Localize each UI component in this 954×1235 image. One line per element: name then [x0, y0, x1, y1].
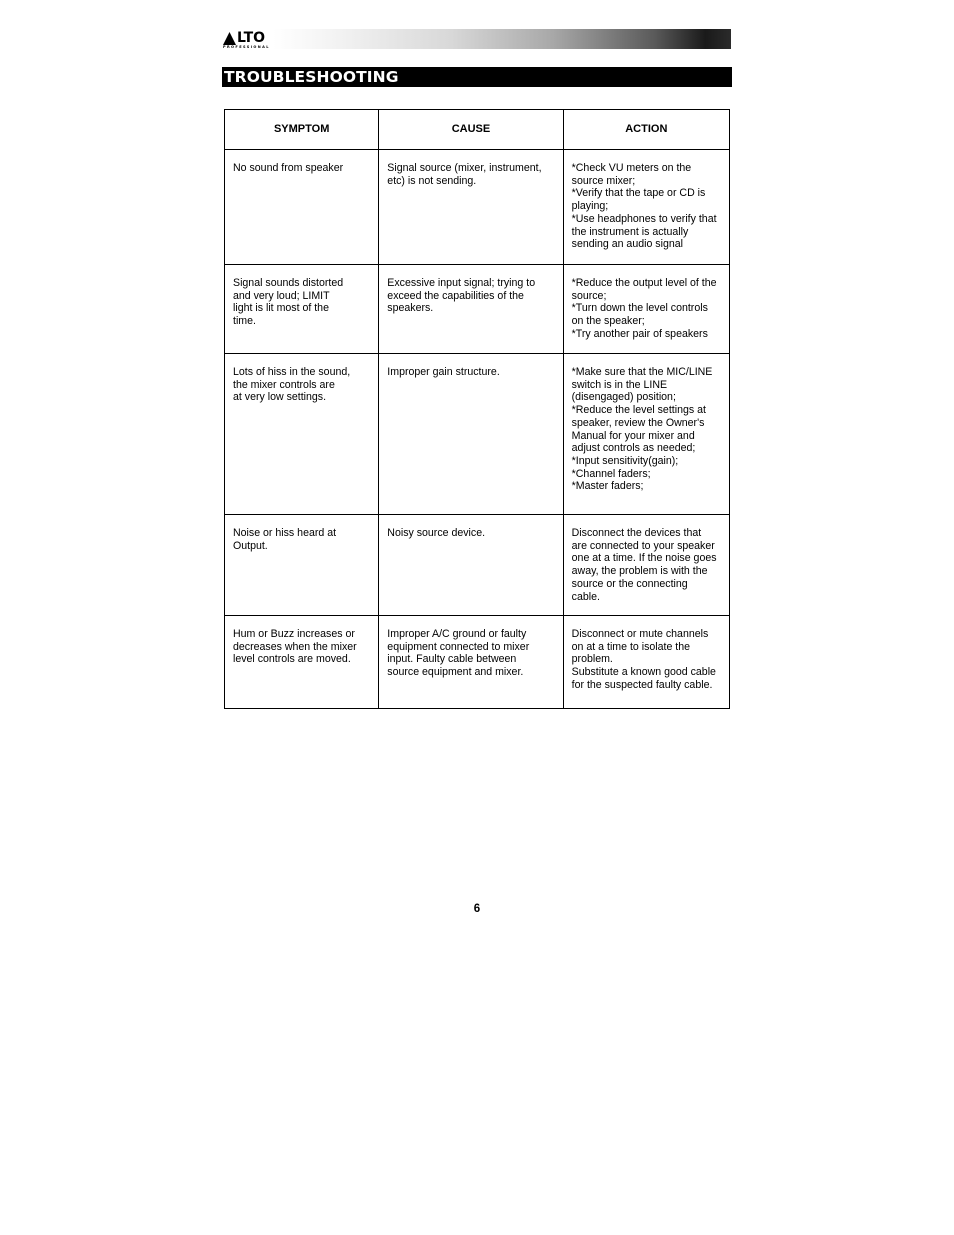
action-text-line: Disconnect the devices that [571, 527, 702, 539]
header-gradient-bar [222, 29, 731, 49]
symptom-text-line: Lots of hiss in the sound, [233, 366, 351, 378]
symptom-text-line: Signal sounds distorted [233, 277, 344, 289]
cell-action [563, 150, 729, 265]
symptom-text-line: and very loud; LIMIT [233, 289, 330, 302]
action-text-line: on at a time to isolate the [571, 640, 691, 653]
symptom-text-line: Noise or hiss heard at [233, 527, 337, 539]
logo-subtext: PROFESSIONAL [223, 45, 270, 49]
action-text-line: playing; [571, 200, 609, 213]
cell-symptom [225, 515, 379, 616]
page-number: 6 [473, 903, 481, 915]
section-title-bar [222, 67, 732, 87]
table-body [225, 150, 730, 709]
action-text-line: switch is in the LINE [571, 378, 668, 391]
action-text-line: cable. [571, 590, 600, 603]
cell-action [563, 515, 729, 616]
logo-text: LTO [237, 30, 266, 46]
action-text-line: sending an audio signal [571, 238, 683, 251]
action-text-line: *Make sure that the MIC/LINE [571, 366, 713, 378]
cell-cause [379, 515, 563, 616]
action-text-line: *Use headphones to verify that [571, 212, 717, 225]
symptom-text-line: light is lit most of the [233, 302, 329, 315]
action-text-line: Disconnect or mute channels [571, 628, 709, 640]
symptom-text-line: Output. [233, 539, 268, 552]
action-text-line: on the speaker; [571, 315, 645, 328]
cause-text-line: Signal source (mixer, instrument, [387, 162, 542, 174]
cell-action [563, 265, 729, 354]
action-text-line: *Try another pair of speakers [571, 327, 708, 340]
table-row [225, 150, 730, 265]
action-text-line: problem. [571, 653, 613, 666]
action-text-line: the instrument is actually [571, 225, 689, 238]
action-text-line: *Reduce the level settings at [571, 404, 706, 417]
cause-text-line: Improper gain structure. [387, 366, 500, 378]
logo-a-triangle-icon [223, 32, 236, 45]
cause-text-line: input. Faulty cable between [387, 653, 517, 666]
action-text-line: *Verify that the tape or CD is [571, 187, 706, 200]
action-text-line: *Turn down the level controls [571, 302, 708, 315]
table-row [225, 265, 730, 354]
section-title: TROUBLESHOOTING [224, 68, 399, 86]
cell-action [563, 616, 729, 709]
cause-text-line: Noisy source device. [387, 527, 486, 539]
cell-symptom [225, 265, 379, 354]
action-text-line: Manual for your mixer and [571, 429, 695, 442]
action-text-line: *Input sensitivity(gain); [571, 454, 679, 467]
symptom-text-line: the mixer controls are [233, 378, 335, 391]
cell-symptom [225, 616, 379, 709]
action-text-line: for the suspected faulty cable. [571, 678, 713, 691]
cause-text-line: Improper A/C ground or faulty [387, 628, 527, 640]
cell-cause [379, 150, 563, 265]
action-text-line: source; [571, 289, 607, 302]
column-header-cause: CAUSE [379, 110, 563, 150]
action-text-line: Substitute a known good cable [571, 666, 716, 679]
cell-symptom [225, 150, 379, 265]
action-text-line: *Master faders; [571, 480, 644, 493]
action-text-line: (disengaged) position; [571, 391, 676, 404]
cause-text-line: source equipment and mixer. [387, 666, 524, 679]
action-text-line: source or the connecting [571, 577, 688, 590]
cell-action [563, 354, 729, 515]
cause-text-line: Excessive input signal; trying to [387, 277, 536, 289]
cell-cause [379, 354, 563, 515]
cause-text-line: etc) is not sending. [387, 174, 477, 187]
table-row [225, 354, 730, 515]
troubleshooting-table [224, 109, 730, 709]
action-text-line: one at a time. If the noise goes [571, 552, 717, 565]
column-header-symptom: SYMPTOM [225, 110, 379, 150]
action-text-line: speaker, review the Owner's [571, 416, 705, 429]
symptom-text-line: time. [233, 315, 256, 328]
action-text-line: source mixer; [571, 174, 636, 187]
action-text-line: away, the problem is with the [571, 565, 708, 578]
action-text-line: *Channel faders; [571, 467, 651, 480]
symptom-text-line: Hum or Buzz increases or [233, 628, 355, 640]
symptom-text-line: at very low settings. [233, 391, 327, 404]
symptom-text-line: decreases when the mixer [233, 640, 357, 653]
cause-text-line: exceed the capabilities of the [387, 289, 524, 302]
alto-professional-logo [223, 29, 281, 49]
cause-text-line: speakers. [387, 302, 434, 315]
symptom-text-line: level controls are moved. [233, 653, 351, 666]
logo-wordmark [223, 30, 265, 45]
action-text-line: adjust controls as needed; [571, 442, 696, 455]
symptom-text-line: No sound from speaker [233, 162, 344, 174]
cell-symptom [225, 354, 379, 515]
action-text-line: *Reduce the output level of the [571, 277, 717, 289]
action-text-line: *Check VU meters on the [571, 162, 692, 174]
column-header-action: ACTION [563, 110, 729, 150]
cause-text-line: equipment connected to mixer [387, 640, 530, 653]
cell-cause [379, 616, 563, 709]
action-text-line: are connected to your speaker [571, 539, 715, 552]
table-header-row [225, 110, 730, 150]
table-row [225, 616, 730, 709]
table-row [225, 515, 730, 616]
cell-cause [379, 265, 563, 354]
